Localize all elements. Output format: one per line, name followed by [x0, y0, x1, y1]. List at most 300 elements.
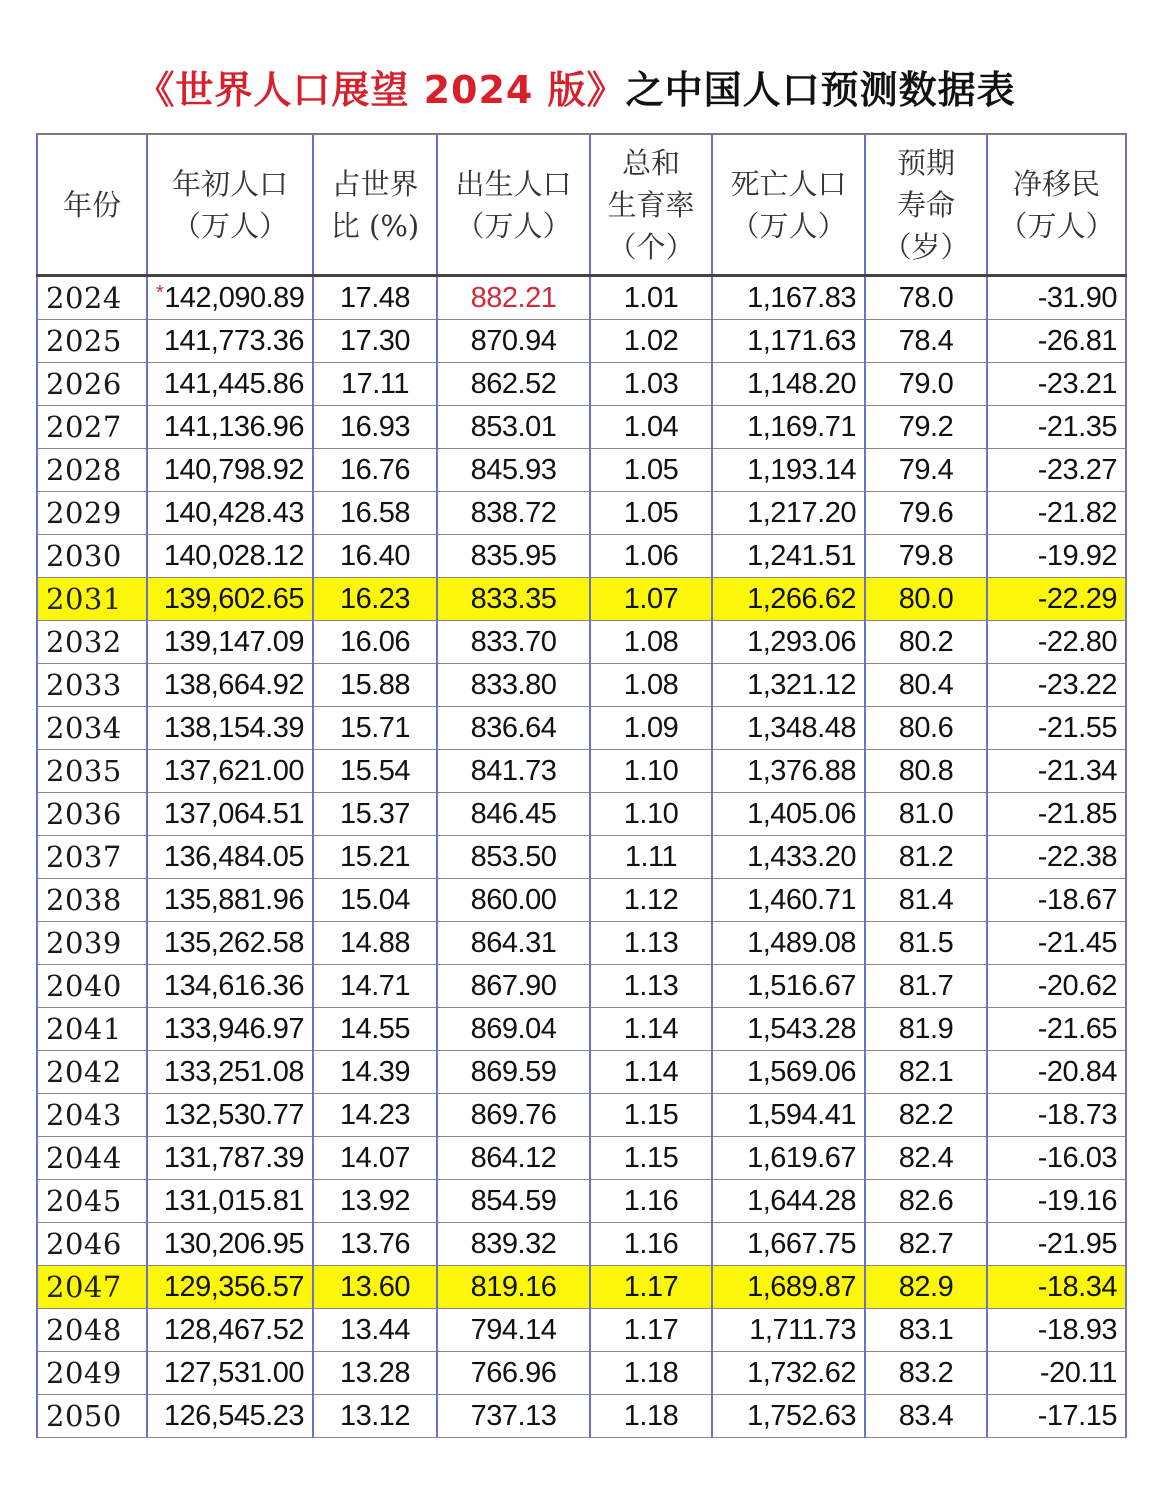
- table-row: [37, 1180, 1126, 1223]
- cell-year: [37, 1309, 147, 1352]
- cell-value: 833.35: [470, 582, 557, 615]
- cell-value: 16.40: [339, 539, 411, 572]
- cell-value: 864.12: [470, 1141, 557, 1174]
- cell-population-start: [147, 1395, 313, 1438]
- cell-value: 16.06: [339, 625, 411, 658]
- cell-population-start: [147, 1266, 313, 1309]
- header-line: 年份: [62, 187, 121, 222]
- cell-year: [37, 879, 147, 922]
- cell-value: 2039: [46, 926, 122, 960]
- cell-value: 1,241.51: [747, 539, 856, 572]
- table-row: [37, 707, 1126, 750]
- cell-life-expectancy: [865, 965, 987, 1008]
- cell-value: 1.17: [623, 1313, 679, 1346]
- cell-births: [437, 965, 590, 1008]
- cell-world-share: [313, 320, 437, 363]
- cell-life-expectancy: [865, 1137, 987, 1180]
- cell-fertility-rate: [590, 276, 712, 320]
- cell-world-share: [313, 922, 437, 965]
- cell-value: 1.06: [623, 539, 679, 572]
- cell-births: [437, 1094, 590, 1137]
- table-row: [37, 1094, 1126, 1137]
- cell-deaths: [712, 1180, 865, 1223]
- cell-value: -21.55: [1037, 711, 1117, 744]
- cell-population-start: [147, 320, 313, 363]
- cell-life-expectancy: [865, 1094, 987, 1137]
- cell-year: [37, 1137, 147, 1180]
- cell-fertility-rate: [590, 1137, 712, 1180]
- header-life-expectancy: [865, 134, 987, 276]
- cell-value: 2035: [46, 754, 122, 788]
- cell-fertility-rate: [590, 363, 712, 406]
- cell-value: 81.7: [898, 969, 954, 1002]
- cell-value: 838.72: [470, 496, 557, 529]
- cell-value: 13.44: [339, 1313, 411, 1346]
- cell-value: 1.15: [623, 1098, 679, 1131]
- cell-world-share: [313, 1008, 437, 1051]
- cell-population-start: [147, 664, 313, 707]
- cell-population-start: [147, 1137, 313, 1180]
- cell-deaths: [712, 320, 865, 363]
- cell-value: -18.34: [1037, 1270, 1117, 1303]
- cell-value: 1.17: [623, 1270, 679, 1303]
- cell-fertility-rate: [590, 320, 712, 363]
- cell-fertility-rate: [590, 1352, 712, 1395]
- cell-value: 141,136.96: [163, 410, 304, 443]
- cell-value: 845.93: [470, 453, 557, 486]
- cell-value: 135,881.96: [163, 883, 304, 916]
- cell-value: 2027: [46, 410, 122, 444]
- header-population-start: [147, 134, 313, 276]
- cell-net-migration: [987, 492, 1126, 535]
- cell-value: 13.28: [339, 1356, 411, 1389]
- cell-value: 1.12: [623, 883, 679, 916]
- cell-year: [37, 922, 147, 965]
- cell-value: 79.6: [898, 496, 954, 529]
- cell-value: 835.95: [470, 539, 557, 572]
- cell-value: 869.76: [470, 1098, 557, 1131]
- cell-value: 82.4: [898, 1141, 954, 1174]
- cell-value: 1,667.75: [747, 1227, 856, 1260]
- table-row: [37, 320, 1126, 363]
- cell-births: [437, 1223, 590, 1266]
- cell-value: 2038: [46, 883, 122, 917]
- cell-fertility-rate: [590, 578, 712, 621]
- cell-deaths: [712, 707, 865, 750]
- cell-value: 83.2: [898, 1356, 954, 1389]
- cell-year: [37, 535, 147, 578]
- cell-value: 132,530.77: [163, 1098, 304, 1131]
- cell-value: 1,689.87: [747, 1270, 856, 1303]
- cell-value: 1,569.06: [747, 1055, 856, 1088]
- cell-year: [37, 363, 147, 406]
- cell-value: 1,711.73: [749, 1313, 856, 1346]
- cell-value: -21.95: [1037, 1227, 1117, 1260]
- cell-value: 860.00: [470, 883, 557, 916]
- cell-value: 16.58: [339, 496, 411, 529]
- cell-population-start: [147, 406, 313, 449]
- cell-deaths: [712, 664, 865, 707]
- cell-value: 138,154.39: [163, 711, 304, 744]
- cell-value: 1.07: [623, 582, 679, 615]
- cell-value: 1,321.12: [747, 668, 856, 701]
- cell-value: 79.8: [898, 539, 954, 572]
- cell-net-migration: [987, 363, 1126, 406]
- cell-value: 1,752.63: [747, 1399, 856, 1432]
- cell-value: 14.55: [339, 1012, 411, 1045]
- cell-births: [437, 1352, 590, 1395]
- cell-value: 1.10: [623, 797, 679, 830]
- table-row: [37, 492, 1126, 535]
- cell-births: [437, 1266, 590, 1309]
- cell-world-share: [313, 449, 437, 492]
- cell-life-expectancy: [865, 320, 987, 363]
- cell-value: 126,545.23: [163, 1399, 304, 1432]
- cell-deaths: [712, 793, 865, 836]
- cell-value: -17.15: [1037, 1399, 1117, 1432]
- cell-value: 2031: [46, 582, 122, 616]
- cell-value: 16.76: [339, 453, 411, 486]
- cell-value: -23.22: [1037, 668, 1117, 701]
- cell-deaths: [712, 1137, 865, 1180]
- cell-world-share: [313, 1051, 437, 1094]
- cell-value: 1.02: [623, 324, 679, 357]
- cell-value: 137,621.00: [163, 754, 304, 787]
- cell-deaths: [712, 1008, 865, 1051]
- cell-fertility-rate: [590, 922, 712, 965]
- cell-births: [437, 750, 590, 793]
- cell-year: [37, 621, 147, 664]
- table-row: [37, 664, 1126, 707]
- cell-value: 2040: [46, 969, 122, 1003]
- cell-value: 1.08: [623, 625, 679, 658]
- cell-value: -20.62: [1037, 969, 1117, 1002]
- cell-net-migration: [987, 1094, 1126, 1137]
- cell-population-start: [147, 879, 313, 922]
- cell-value: -20.11: [1039, 1356, 1117, 1389]
- cell-value: 2042: [46, 1055, 122, 1089]
- header-line: （岁）: [882, 229, 970, 264]
- table-row: [37, 1137, 1126, 1180]
- cell-population-start: [147, 535, 313, 578]
- cell-value: 141,773.36: [163, 324, 304, 357]
- header-line: 寿命: [896, 187, 955, 222]
- cell-births: [437, 276, 590, 320]
- cell-life-expectancy: [865, 750, 987, 793]
- table-row: [37, 276, 1126, 320]
- table-row: [37, 621, 1126, 664]
- cell-world-share: [313, 750, 437, 793]
- cell-value: 15.54: [339, 754, 411, 787]
- cell-net-migration: [987, 793, 1126, 836]
- cell-value: 141,445.86: [163, 367, 304, 400]
- page-title: [0, 62, 1152, 118]
- cell-life-expectancy: [865, 492, 987, 535]
- cell-value: 140,798.92: [163, 453, 304, 486]
- cell-value: 13.92: [339, 1184, 411, 1217]
- cell-year: [37, 707, 147, 750]
- cell-net-migration: [987, 1008, 1126, 1051]
- cell-population-start: [147, 621, 313, 664]
- cell-life-expectancy: [865, 449, 987, 492]
- cell-world-share: [313, 363, 437, 406]
- cell-value: 1.10: [623, 754, 679, 787]
- cell-value: 14.07: [339, 1141, 411, 1174]
- header-line: 占世界: [331, 166, 419, 201]
- cell-births: [437, 1180, 590, 1223]
- cell-net-migration: [987, 1180, 1126, 1223]
- population-table: [36, 133, 1127, 1438]
- cell-births: [437, 449, 590, 492]
- cell-value: 1,516.67: [747, 969, 856, 1002]
- cell-value: 1,489.08: [747, 926, 856, 959]
- cell-deaths: [712, 492, 865, 535]
- cell-value: 15.04: [339, 883, 411, 916]
- table-row: [37, 406, 1126, 449]
- cell-value: 1.18: [623, 1399, 679, 1432]
- cell-value: 82.7: [898, 1227, 954, 1260]
- cell-world-share: [313, 1395, 437, 1438]
- cell-value: -22.38: [1037, 840, 1117, 873]
- cell-births: [437, 793, 590, 836]
- cell-value: 129,356.57: [163, 1270, 304, 1303]
- cell-year: [37, 1266, 147, 1309]
- cell-net-migration: [987, 750, 1126, 793]
- cell-fertility-rate: [590, 1395, 712, 1438]
- cell-value: 2032: [46, 625, 122, 659]
- cell-net-migration: [987, 1051, 1126, 1094]
- cell-fertility-rate: [590, 1309, 712, 1352]
- table-row: [37, 1266, 1126, 1309]
- cell-life-expectancy: [865, 707, 987, 750]
- cell-births: [437, 578, 590, 621]
- cell-net-migration: [987, 879, 1126, 922]
- cell-fertility-rate: [590, 1051, 712, 1094]
- cell-fertility-rate: [590, 793, 712, 836]
- cell-value: 833.80: [470, 668, 557, 701]
- cell-value: 15.71: [339, 711, 411, 744]
- cell-world-share: [313, 1180, 437, 1223]
- cell-world-share: [313, 578, 437, 621]
- cell-fertility-rate: [590, 1180, 712, 1223]
- cell-value: 81.2: [898, 840, 954, 873]
- cell-world-share: [313, 1094, 437, 1137]
- cell-value: 1,619.67: [747, 1141, 856, 1174]
- cell-value: 1.16: [623, 1184, 679, 1217]
- cell-value: 13.12: [339, 1399, 411, 1432]
- cell-world-share: [313, 965, 437, 1008]
- cell-value: 1,293.06: [747, 625, 856, 658]
- cell-value: 136,484.05: [163, 840, 304, 873]
- cell-value: 1.09: [623, 711, 679, 744]
- cell-world-share: [313, 276, 437, 320]
- header-net-migration: [987, 134, 1126, 276]
- cell-value: 14.71: [339, 969, 411, 1002]
- cell-value: 16.23: [339, 582, 411, 615]
- header-line: （个）: [607, 229, 695, 264]
- cell-population-start: [147, 922, 313, 965]
- cell-deaths: [712, 836, 865, 879]
- cell-value: 794.14: [470, 1313, 557, 1346]
- cell-value: 131,015.81: [163, 1184, 304, 1217]
- cell-value: 80.2: [898, 625, 954, 658]
- header-line: 死亡人口: [730, 166, 847, 201]
- cell-value: 1,167.83: [747, 281, 856, 314]
- cell-fertility-rate: [590, 535, 712, 578]
- cell-deaths: [712, 922, 865, 965]
- cell-deaths: [712, 276, 865, 320]
- cell-value: 82.2: [898, 1098, 954, 1131]
- cell-value: 737.13: [470, 1399, 557, 1432]
- table-row: [37, 363, 1126, 406]
- cell-value: 1.14: [623, 1012, 679, 1045]
- asterisk-marker: *: [156, 281, 164, 304]
- cell-value: 1.16: [623, 1227, 679, 1260]
- cell-value: 853.50: [470, 840, 557, 873]
- cell-value: 869.59: [470, 1055, 557, 1088]
- cell-value: 2043: [46, 1098, 122, 1132]
- table-row: [37, 449, 1126, 492]
- cell-world-share: [313, 793, 437, 836]
- cell-population-start: [147, 750, 313, 793]
- table-body: [37, 276, 1126, 1438]
- table-row: [37, 1051, 1126, 1094]
- cell-value: 140,428.43: [163, 496, 304, 529]
- cell-net-migration: [987, 836, 1126, 879]
- cell-fertility-rate: [590, 406, 712, 449]
- cell-value: 839.32: [470, 1227, 557, 1260]
- cell-value: -18.93: [1037, 1313, 1117, 1346]
- cell-value: 80.4: [898, 668, 954, 701]
- cell-fertility-rate: [590, 664, 712, 707]
- cell-deaths: [712, 879, 865, 922]
- table-row: [37, 1008, 1126, 1051]
- cell-population-start: [147, 449, 313, 492]
- table-row: [37, 578, 1126, 621]
- cell-births: [437, 922, 590, 965]
- cell-year: [37, 750, 147, 793]
- cell-value: 2029: [46, 496, 122, 530]
- cell-population-start: [147, 578, 313, 621]
- cell-year: [37, 1395, 147, 1438]
- cell-world-share: [313, 621, 437, 664]
- cell-value: 870.94: [470, 324, 557, 357]
- cell-value: 1.13: [623, 926, 679, 959]
- table-row: [37, 535, 1126, 578]
- header-line: 总和: [621, 145, 680, 180]
- cell-value: 81.4: [898, 883, 954, 916]
- cell-world-share: [313, 1223, 437, 1266]
- cell-deaths: [712, 965, 865, 1008]
- cell-value: 83.4: [898, 1399, 954, 1432]
- cell-population-start: [147, 965, 313, 1008]
- cell-year: [37, 1352, 147, 1395]
- cell-world-share: [313, 406, 437, 449]
- cell-population-start: [147, 1180, 313, 1223]
- cell-life-expectancy: [865, 578, 987, 621]
- cell-year: [37, 320, 147, 363]
- cell-value: 1,266.62: [747, 582, 856, 615]
- table-row: [37, 836, 1126, 879]
- cell-value: 78.4: [898, 324, 954, 357]
- cell-fertility-rate: [590, 492, 712, 535]
- cell-value: -22.80: [1037, 625, 1117, 658]
- cell-value: 2025: [46, 324, 122, 358]
- table-header-row: [37, 134, 1126, 276]
- cell-net-migration: [987, 707, 1126, 750]
- cell-value: 1,348.48: [747, 711, 856, 744]
- cell-value: 1,644.28: [747, 1184, 856, 1217]
- cell-value: 82.9: [898, 1270, 954, 1303]
- cell-life-expectancy: [865, 1309, 987, 1352]
- cell-births: [437, 1008, 590, 1051]
- cell-value: 1.18: [623, 1356, 679, 1389]
- cell-deaths: [712, 1223, 865, 1266]
- cell-population-start: [147, 793, 313, 836]
- cell-value: 1,543.28: [747, 1012, 856, 1045]
- cell-value: -21.65: [1037, 1012, 1117, 1045]
- cell-net-migration: [987, 1395, 1126, 1438]
- cell-world-share: [313, 836, 437, 879]
- cell-value: 1,169.71: [747, 410, 856, 443]
- cell-life-expectancy: [865, 879, 987, 922]
- cell-births: [437, 1395, 590, 1438]
- cell-value: -20.84: [1037, 1055, 1117, 1088]
- cell-deaths: [712, 363, 865, 406]
- header-line: （万人）: [998, 208, 1115, 243]
- cell-value: 1,433.20: [747, 840, 856, 873]
- cell-year: [37, 276, 147, 320]
- cell-deaths: [712, 449, 865, 492]
- cell-value: 864.31: [470, 926, 557, 959]
- cell-births: [437, 1309, 590, 1352]
- table-row: [37, 879, 1126, 922]
- cell-value: 2041: [46, 1012, 122, 1046]
- cell-value: 1,171.63: [747, 324, 856, 357]
- cell-value: 853.01: [470, 410, 557, 443]
- cell-world-share: [313, 1137, 437, 1180]
- cell-net-migration: [987, 1352, 1126, 1395]
- header-line: （万人）: [455, 208, 572, 243]
- cell-net-migration: [987, 1137, 1126, 1180]
- cell-deaths: [712, 1309, 865, 1352]
- cell-net-migration: [987, 406, 1126, 449]
- cell-world-share: [313, 664, 437, 707]
- cell-value: 138,664.92: [163, 668, 304, 701]
- cell-value: 15.37: [339, 797, 411, 830]
- bottom-margin: [0, 1458, 1152, 1500]
- cell-value: 1.05: [623, 453, 679, 486]
- cell-value: 1.11: [624, 840, 678, 873]
- header-deaths: [712, 134, 865, 276]
- cell-value: -21.82: [1037, 496, 1117, 529]
- cell-value: 80.6: [898, 711, 954, 744]
- cell-fertility-rate: [590, 750, 712, 793]
- cell-value: 82.1: [898, 1055, 954, 1088]
- cell-value: 766.96: [470, 1356, 557, 1389]
- cell-net-migration: [987, 320, 1126, 363]
- header-year: [37, 134, 147, 276]
- cell-value: 79.0: [898, 367, 954, 400]
- table-row: [37, 1395, 1126, 1438]
- cell-value: 16.93: [339, 410, 411, 443]
- cell-value: 14.88: [339, 926, 411, 959]
- cell-population-start: [147, 1309, 313, 1352]
- cell-births: [437, 406, 590, 449]
- cell-population-start: [147, 836, 313, 879]
- cell-births: [437, 320, 590, 363]
- cell-value: 1.13: [623, 969, 679, 1002]
